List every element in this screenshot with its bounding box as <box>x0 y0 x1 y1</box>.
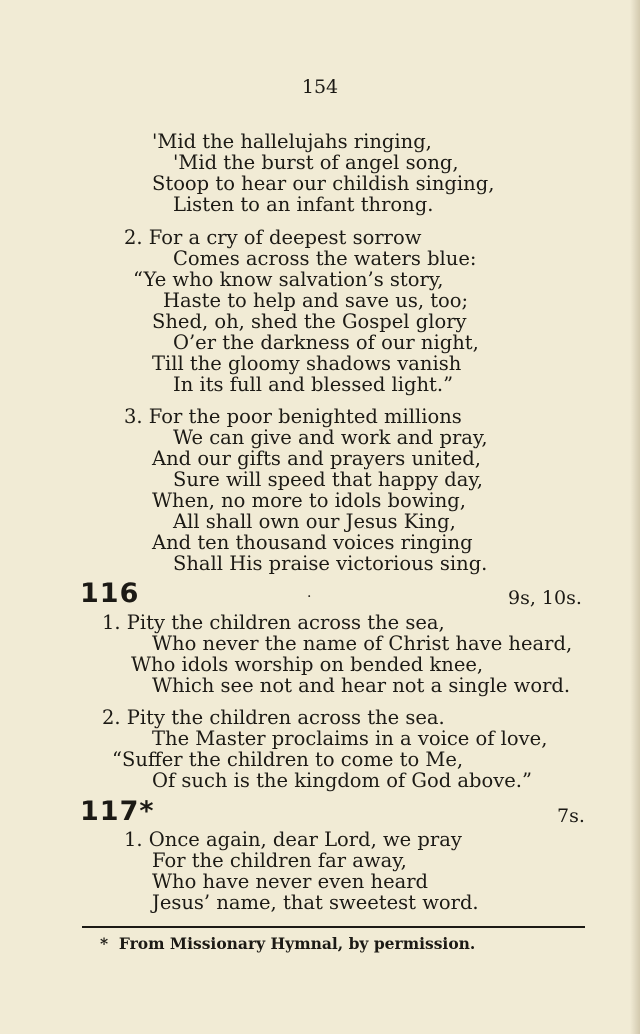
verse-line: Till the gloomy shadows vanish <box>152 352 462 375</box>
footnote-rule <box>82 926 585 928</box>
verse-line: Who never the name of Christ have heard, <box>152 632 573 655</box>
verse-line: O’er the darkness of our night, <box>173 331 479 354</box>
verse-line: And our gifts and prayers united, <box>152 447 481 470</box>
verse-line: Haste to help and save us, too; <box>163 289 469 312</box>
verse-line: Who idols worship on bended knee, <box>131 653 484 676</box>
print-speck: · <box>307 589 312 605</box>
verse-line: In its full and blessed light.” <box>173 373 454 396</box>
verse-line: 'Mid the hallelujahs ringing, <box>152 130 432 153</box>
verse-line: 3. For the poor benighted millions <box>124 405 462 428</box>
verse-line: When, no more to idols bowing, <box>152 489 466 512</box>
verse-line: Sure will speed that happy day, <box>173 468 483 491</box>
verse-line: All shall own our Jesus King, <box>173 510 456 533</box>
hymn-number: 116 <box>80 578 140 609</box>
verse-line: Of such is the kingdom of God above.” <box>152 769 532 792</box>
verse-line: 2. Pity the children across the sea. <box>102 706 445 729</box>
verse-line: Comes across the waters blue: <box>173 247 477 270</box>
verse-line: “Ye who know salvation’s story, <box>133 268 444 291</box>
verse-line: We can give and work and pray, <box>173 426 488 449</box>
verse-line: 1. Pity the children across the sea, <box>102 611 445 634</box>
verse-line: 'Mid the burst of angel song, <box>173 151 459 174</box>
page-edge-shadow <box>630 0 640 1034</box>
verse-line: Shall His praise victorious sing. <box>173 552 488 575</box>
hymn-meter: 9s, 10s. <box>508 587 582 609</box>
verse-line: Which see not and hear not a single word. <box>152 674 571 697</box>
verse-line: Stoop to hear our childish singing, <box>152 172 495 195</box>
hymn-number: 117* <box>80 796 155 827</box>
verse-line: Shed, oh, shed the Gospel glory <box>152 310 467 333</box>
verse-line: “Suffer the children to come to Me, <box>112 748 464 771</box>
page-number: 154 <box>301 76 339 98</box>
verse-line: Jesus’ name, that sweetest word. <box>152 891 479 914</box>
verse-line: Listen to an infant throng. <box>173 193 434 216</box>
verse-line: Who have never even heard <box>152 870 429 893</box>
verse-line: For the children far away, <box>152 849 407 872</box>
verse-line: The Master proclaims in a voice of love, <box>152 727 548 750</box>
footnote: * From Missionary Hymnal, by permission. <box>100 934 476 953</box>
verse-line: 1. Once again, dear Lord, we pray <box>124 828 462 851</box>
verse-line: 2. For a cry of deepest sorrow <box>124 226 422 249</box>
hymn-meter: 7s. <box>557 805 585 827</box>
verse-line: And ten thousand voices ringing <box>152 531 473 554</box>
